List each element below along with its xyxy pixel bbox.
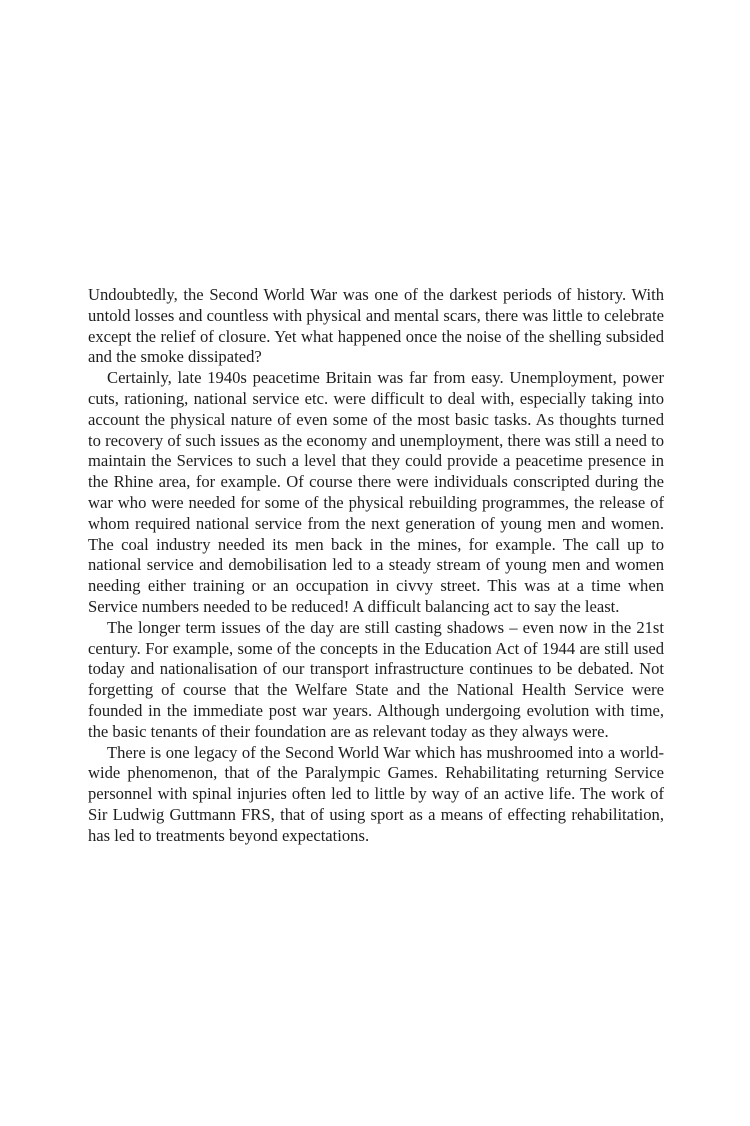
paragraph-intro: Undoubtedly, the Second World War was one of the darkest periods of history. With untold losses and countless with physical and mental scars, there was little to celebrate except the relief of closure. Yet what happened once the noise of the shelling subsided and the smoke dissipated? — [88, 285, 664, 367]
paragraph-paralympic-legacy: There is one legacy of the Second World War which has mushroomed into a world-wide phenomenon, that of the Paralympic Games. Rehabilitating returning Service personnel with spinal injuries often led to little by way of an active life. The work of Sir Ludwig Guttmann FRS, that of using sport as a means of effecting rehabilitation, has led to treatments beyond expectations. — [88, 742, 664, 845]
paragraph-postwar-britain: Certainly, late 1940s peacetime Britain was far from easy. Unemployment, power cuts, rationing, national service etc. were difficult to deal with, especially taking into account the physical nature of even some of the most basic tasks. As thoughts turned to recovery of such issues as the economy and unemployment, there was still a need to maintain the Services to such a level that they could provide a peacetime presence in the Rhine area, for example. Of course there were individuals conscripted during the war who were needed for some of the physical rebuilding programmes, the release of whom required national service from the next generation of young men and women. The coal industry needed its men back in the mines, for example. The call up to national service and demobilisation led to a steady stream of young men and women needing either training or an occupation in civvy street. This was at a time when Service numbers needed to be reduced! A difficult balancing act to say the least. — [88, 368, 664, 616]
body-text — [88, 285, 664, 847]
paragraph-longer-term-issues: The longer term issues of the day are still casting shadows – even now in the 21st century. For example, some of the concepts in the Education Act of 1944 are still used today and nationalisation of our transport infrastructure continues to be debated. Not forgetting of course that the Welfare State and the National Health Service were founded in the immediate post war years. Although undergoing evolution with time, the basic tenants of their foundation are as relevant today as they always were. — [88, 617, 664, 741]
